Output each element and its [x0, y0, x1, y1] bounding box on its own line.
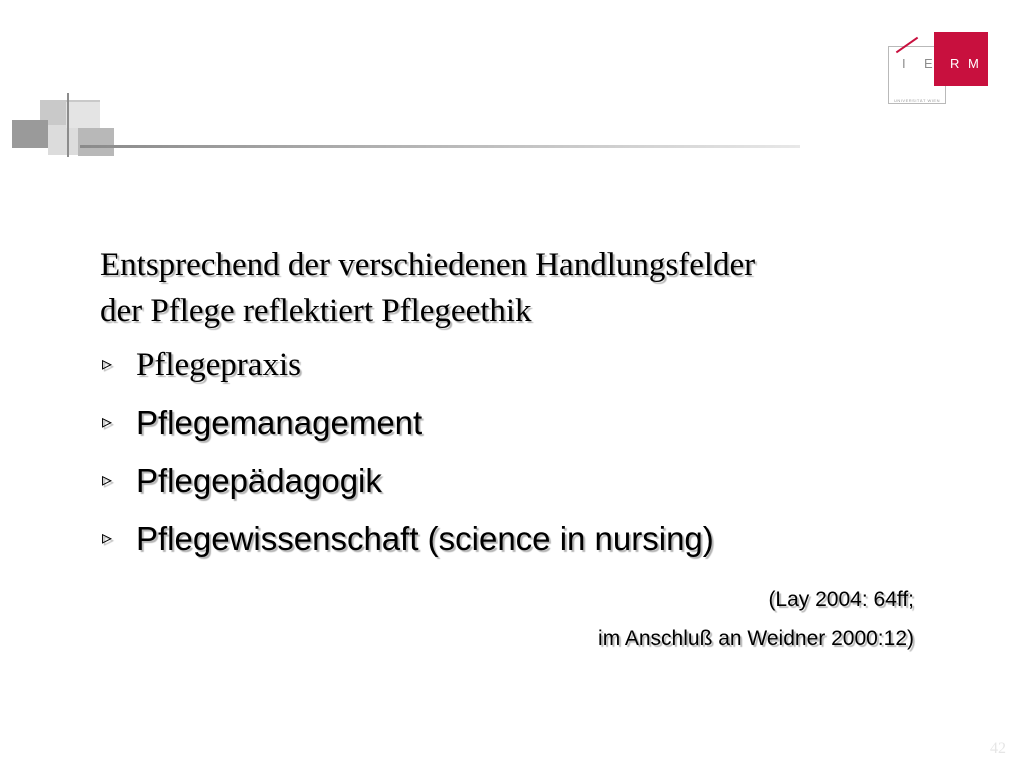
bullet-triangle-icon: ▹ [102, 525, 113, 549]
bullet-text: Pflegepädagogik [136, 462, 382, 499]
logo-letter: R [950, 56, 961, 71]
slide-body [100, 242, 960, 568]
intro-line: Entsprechend der verschiedenen Handlungsfelder [100, 247, 756, 283]
logo-letter: I [902, 56, 907, 71]
ornament-block [78, 128, 114, 156]
bullet-text: Pflegemanagement [136, 404, 423, 441]
intro-paragraph [100, 242, 960, 334]
ornament-vertical-line [67, 93, 69, 157]
bullet-item [100, 452, 960, 510]
bullet-triangle-icon: ▹ [102, 467, 113, 491]
bullet-text: Pflegepraxis [136, 347, 301, 383]
citation-line: (Lay 2004: 64ff; [768, 588, 914, 611]
ornament-block [66, 102, 100, 128]
bullet-text: Pflegewissenschaft (science in nursing) [136, 520, 714, 557]
bullet-item [100, 510, 960, 568]
intro-line: der Pflege reflektiert Pflegeethik [100, 293, 532, 329]
citation-line: im Anschluß an Weidner 2000:12) [598, 627, 914, 650]
ierm-logo [888, 32, 990, 106]
ornament-block [12, 120, 48, 148]
bullet-triangle-icon: ▹ [102, 409, 113, 433]
bullet-item [100, 336, 960, 394]
logo-university-text: UNIVERSITÄT WIEN [894, 98, 940, 103]
title-rule [80, 145, 800, 148]
ornament-block [48, 125, 78, 155]
bullet-item [100, 394, 960, 452]
title-ornament [0, 0, 820, 170]
page-number: 42 [990, 740, 1006, 757]
logo-letter: M [968, 56, 980, 71]
logo-red-square [934, 32, 988, 86]
logo-letter: E [924, 56, 934, 71]
bullet-triangle-icon: ▹ [102, 351, 113, 375]
